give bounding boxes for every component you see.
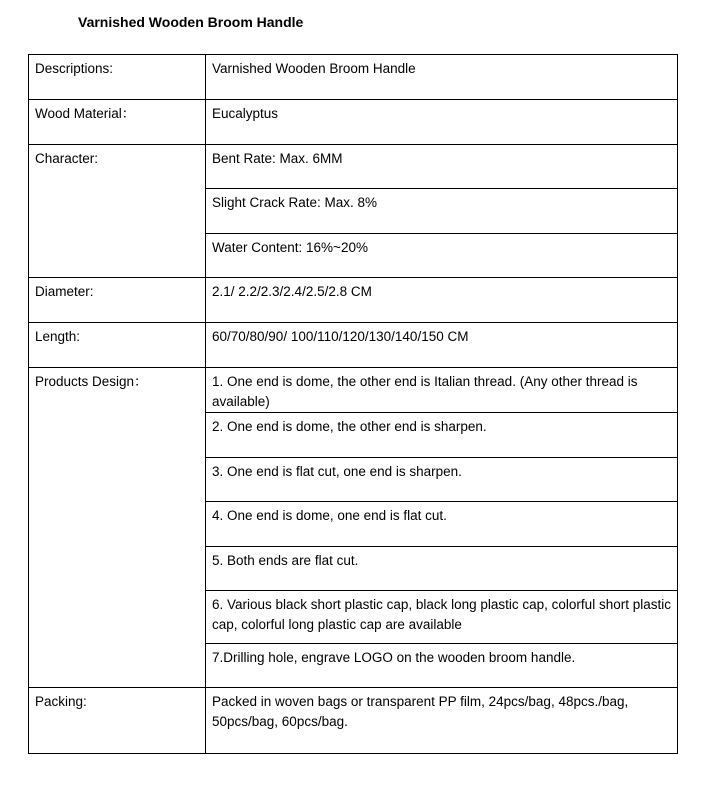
row-value-design-6: 6. Various black short plastic cap, black long plastic cap, colorful short plastic cap, colorful long plastic cap are available	[206, 591, 678, 644]
row-value-design-4: 4. One end is dome, one end is flat cut.	[206, 502, 678, 547]
document-title: Varnished Wooden Broom Handle	[78, 14, 304, 30]
table-row-packing	[29, 688, 678, 754]
row-label-character: Character:	[29, 145, 206, 278]
row-value-length: 60/70/80/90/ 100/110/120/130/140/150 CM	[206, 323, 678, 368]
row-label-wood-material: Wood Material：	[29, 100, 206, 145]
row-label-packing: Packing:	[29, 688, 206, 754]
row-value-design-7: 7.Drilling hole, engrave LOGO on the wooden broom handle.	[206, 644, 678, 688]
row-value-design-2: 2. One end is dome, the other end is sharpen.	[206, 413, 678, 458]
row-value-character-water-content: Water Content: 16%~20%	[206, 234, 678, 278]
table-row-design-1	[29, 368, 678, 413]
row-value-descriptions: Varnished Wooden Broom Handle	[206, 55, 678, 100]
row-value-character-crack-rate: Slight Crack Rate: Max. 8%	[206, 189, 678, 234]
spec-table	[28, 54, 678, 754]
row-label-length: Length:	[29, 323, 206, 368]
table-row-character	[29, 145, 678, 189]
table-row-descriptions	[29, 55, 678, 100]
row-label-diameter: Diameter:	[29, 278, 206, 323]
table-row-diameter	[29, 278, 678, 323]
row-value-design-3: 3. One end is flat cut, one end is sharpen.	[206, 458, 678, 502]
row-value-design-1: 1. One end is dome, the other end is Italian thread. (Any other thread is available)	[206, 368, 678, 413]
row-label-descriptions: Descriptions:	[29, 55, 206, 100]
row-value-character-bent-rate: Bent Rate: Max. 6MM	[206, 145, 678, 189]
row-value-diameter: 2.1/ 2.2/2.3/2.4/2.5/2.8 CM	[206, 278, 678, 323]
row-value-packing: Packed in woven bags or transparent PP film, 24pcs/bag, 48pcs./bag, 50pcs/bag, 60pcs/bag.	[206, 688, 678, 754]
table-row-wood-material	[29, 100, 678, 145]
table-row-length	[29, 323, 678, 368]
row-value-design-5: 5. Both ends are flat cut.	[206, 547, 678, 591]
row-value-wood-material: Eucalyptus	[206, 100, 678, 145]
row-label-products-design: Products Design：	[29, 368, 206, 688]
